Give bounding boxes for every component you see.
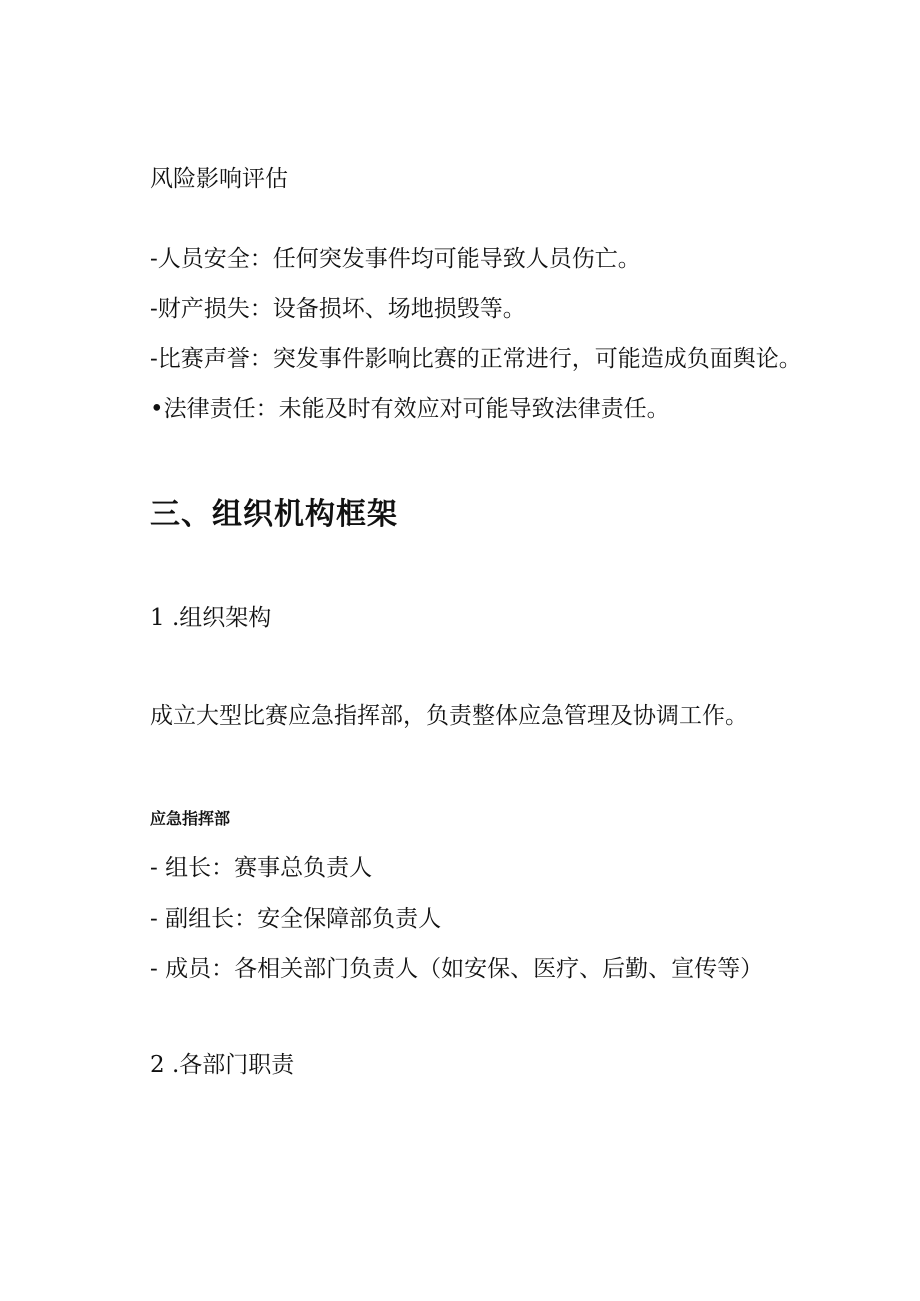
command-center-title: 应急指挥部: [150, 809, 231, 828]
org-structure-paragraph: 成立大型比赛应急指挥部，负责整体应急管理及协调工作。: [150, 703, 748, 729]
command-member-deputy-leader: - 副组长：安全保障部负责人: [150, 906, 442, 932]
section-heading-org-framework: 三、组织机构框架: [150, 497, 398, 532]
command-member-members: - 成员：各相关部门负责人（如安保、医疗、后勤、宣传等）: [150, 956, 764, 982]
risk-item-property-loss: -财产损失：设备损坏、场地损毁等。: [150, 296, 526, 322]
risk-section-title: 风险影响评估: [150, 166, 288, 192]
subsection-title-org-structure: 1 .组织架构: [150, 605, 272, 631]
risk-item-reputation: -比赛声誉：突发事件影响比赛的正常进行，可能造成负面舆论。: [150, 346, 802, 372]
command-member-leader: - 组长：赛事总负责人: [150, 855, 373, 881]
risk-item-personnel-safety: -人员安全：任何突发事件均可能导致人员伤亡。: [150, 246, 641, 272]
risk-item-legal-liability: •法律责任：未能及时有效应对可能导致法律责任。: [150, 396, 670, 422]
subsection-title-department-duties: 2 .各部门职责: [150, 1052, 295, 1078]
